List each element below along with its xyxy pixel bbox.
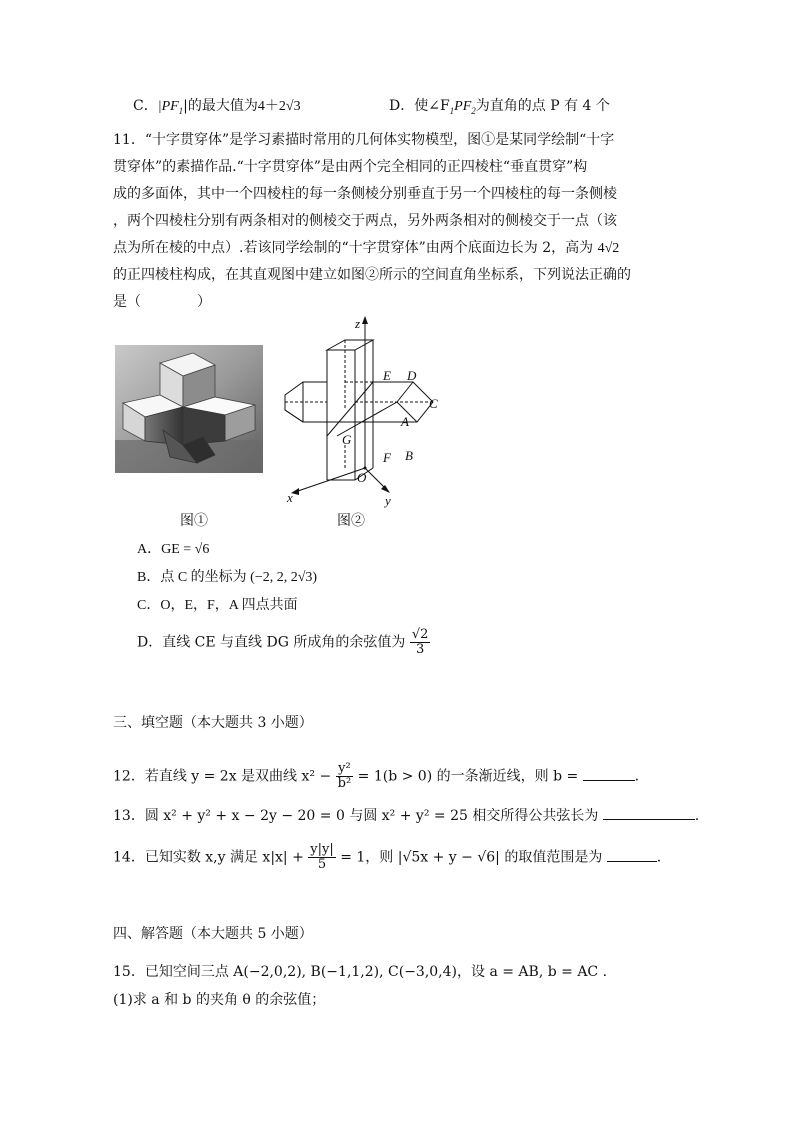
- q12-answer-blank[interactable]: [583, 766, 635, 781]
- q11-line-3: 成的多面体，其中一个四棱柱的每一条侧棱分别垂直于另一个四棱柱的每一条侧棱: [113, 186, 617, 202]
- section-3-title: 三、填空题（本大题共 3 小题）: [113, 715, 313, 731]
- point-label-e: E: [383, 368, 391, 383]
- figure-2-caption: 图②: [337, 513, 365, 529]
- q12: 12．若直线 y = 2x 是双曲线 x² − $\frac{\text{y²}}{\text{b²}}$ = 1(b > 0) 的一条渐近线，则 b = .: [113, 761, 640, 791]
- axis-label-x: x: [287, 490, 293, 505]
- q11-line-7: 是（ ）: [113, 294, 211, 310]
- q10-option-c: C．$|PF_1|$的最大值为4＋2√3: [133, 98, 301, 116]
- q11-line-6: 的正四棱柱构成，在其直观图中建立如图②所示的空间直角坐标系，下列说法正确的: [113, 267, 631, 283]
- q11-line-1: 11．“十字贯穿体”是学习素描时常用的几何体实物模型，图①是某同学绘制“十字: [113, 132, 615, 148]
- point-label-o: O: [357, 470, 367, 485]
- point-label-a: A: [401, 414, 409, 429]
- q15-part-1: (1)求 a 和 b 的夹角 θ 的余弦值；: [113, 992, 326, 1008]
- point-label-f: F: [383, 450, 391, 465]
- q14: 14．已知实数 x,y 满足 x|x| + $\frac{y|y|}{5}$ = 1，则 |√5x + y − √6| 的取值范围是为 .: [113, 842, 662, 872]
- q11-line-5: 点为所在棱的中点）.若该同学绘制的“十字贯穿体”由两个底面边长为 2，高为 4√2: [113, 240, 620, 256]
- sketch-figure-1: [115, 345, 263, 473]
- q10-option-d: D．使$\angle F_1PF_2$为直角的点 P 有 4 个: [389, 98, 610, 116]
- q13-answer-blank[interactable]: [603, 805, 695, 820]
- q14-answer-blank[interactable]: [607, 847, 657, 862]
- q11-option-d: D．直线 CE 与直线 DG 所成角的余弦值为 $\frac{√2}{3}$: [137, 627, 429, 657]
- q11-option-c: C．O，E，F，A 四点共面: [137, 598, 298, 613]
- point-label-c: C: [429, 396, 438, 411]
- axis-label-z: z: [355, 316, 361, 331]
- q11-line-4: ，两个四棱柱分别有两条相对的侧棱交于两点，另外两条相对的侧棱交于一点（该: [113, 213, 617, 229]
- q11-line-2: 贯穿体”的素描作品.“十字贯穿体”是由两个完全相同的正四棱柱“垂直贯穿”构: [113, 159, 588, 175]
- q11-option-b: B．点 C 的坐标为 (−2, 2, 2√3): [137, 570, 318, 585]
- point-label-b: B: [405, 448, 413, 463]
- axis-label-y: y: [385, 493, 391, 508]
- point-label-g: G: [342, 432, 352, 447]
- diagram-figure-2: [275, 310, 450, 510]
- section-4-title: 四、解答题（本大题共 5 小题）: [113, 926, 313, 942]
- q11-option-a: A．GE = √6: [137, 542, 210, 557]
- point-label-d: D: [407, 368, 417, 383]
- q13: 13．圆 x² + y² + x − 2y − 20 = 0 与圆 x² + y² = 25 相交所得公共弦长为 .: [113, 805, 699, 826]
- q15: 15．已知空间三点 A(−2,0,2), B(−1,1,2), C(−3,0,4)，设 a = AB, b = AC .: [113, 964, 608, 980]
- figure-1-caption: 图①: [180, 513, 208, 529]
